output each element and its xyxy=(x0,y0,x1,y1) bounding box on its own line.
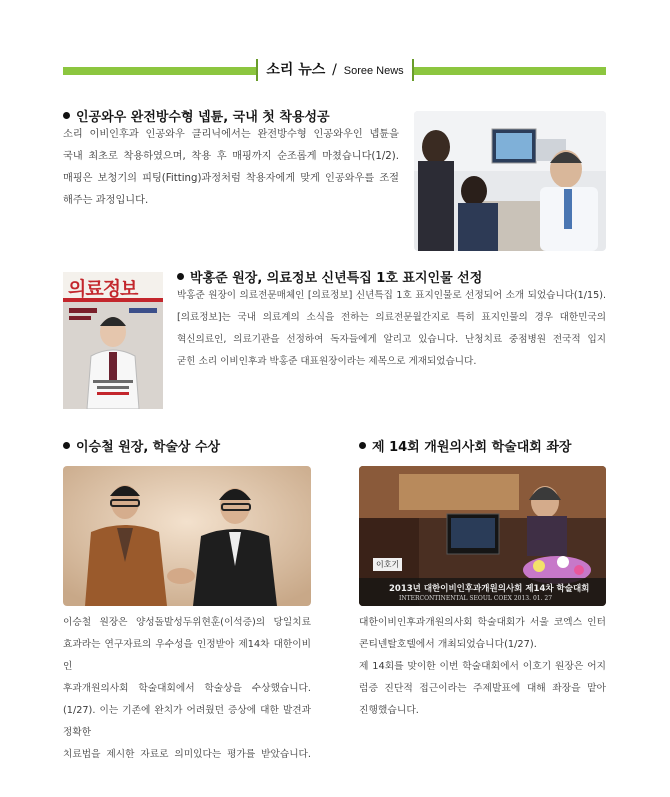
header-bar-left xyxy=(63,67,256,75)
article1-line: 국내 최초로 착용하였으며, 착용 후 매핑까지 순조롭게 마쳤습니다(1/2). xyxy=(63,151,399,162)
section-title xyxy=(256,59,414,81)
bullet-icon xyxy=(63,112,70,119)
section-title-ko: 소리 뉴스 xyxy=(266,62,326,78)
article3-heading: 이승철 원장, 학술상 수상 xyxy=(63,439,220,457)
article2-heading: 박홍준 원장, 의료정보 신년특집 1호 표지인물 선정 xyxy=(177,270,482,288)
article1-line: 소리 이비인후과 인공와우 클리닉에서는 완전방수형 인공와우인 넵튠을 xyxy=(63,129,399,140)
bullet-icon xyxy=(177,273,184,280)
article3-line: (1/27). 이는 기존에 완치가 어려웠던 증상에 대한 발견과 정확한 xyxy=(63,705,311,738)
article1-body xyxy=(63,124,399,212)
header-bar-right xyxy=(414,67,606,75)
article3-line: 후과개원의사회 학술대회에서 학술상을 수상했습니다. xyxy=(63,683,311,694)
nameplate: 이호기 xyxy=(373,558,402,571)
article4-body xyxy=(359,612,606,722)
magazine-title: 의료정보 xyxy=(68,278,138,300)
article4-line: 제 14회를 맞이한 이번 학술대회에서 이호기 원장은 어지 xyxy=(359,661,606,672)
article3-photo xyxy=(63,466,311,606)
article2-line: [의료정보]는 국내 의료계의 소식을 전하는 의료전문월간지로 특히 표지인물의 경우 대한민국의 xyxy=(177,312,606,323)
article4-heading: 제 14회 개원의사회 학술대회 좌장 xyxy=(359,439,571,457)
magazine-cover xyxy=(63,272,163,409)
article1-line: 해주는 과정입니다. xyxy=(63,195,149,206)
article2-body xyxy=(177,285,606,373)
section-title-separator: / xyxy=(332,62,337,78)
article3-line: 이승철 원장은 양성돌발성두위현훈(이석증)의 당일치료 xyxy=(63,617,311,628)
article1-heading: 인공와우 완전방수형 넵튠, 국내 첫 착용성공 xyxy=(63,109,330,127)
photo-banner-sub: INTERCONTINENTAL SEOUL COEX 2013. 01. 27 xyxy=(399,595,553,602)
article3-body xyxy=(63,612,311,766)
article1-line: 매핑은 보청기의 피팅(Fitting)과정처럼 착용자에게 맞게 인공와우를 조절 xyxy=(63,173,399,184)
bullet-icon xyxy=(359,442,366,449)
article2-line: 혁신의료인, 의료기관을 선정하여 독자들에게 알리고 있습니다. 난청치료 중점병원 전국적 입지 xyxy=(177,334,606,345)
photo-banner: 2013년 대한이비인후과개원의사회 제14차 학술대회 xyxy=(389,584,590,594)
article4-photo xyxy=(359,466,606,606)
bullet-icon xyxy=(63,442,70,449)
article4-line: 콘티넨탈호텔에서 개최되었습니다(1/27). xyxy=(359,639,537,650)
article4-line: 대한이비인후과개원의사회 학술대회가 서울 코엑스 인터 xyxy=(359,617,606,628)
article2-line: 박홍준 원장이 의료전문매체인 [의료정보] 신년특집 1호 표지인물로 선정되어 소개 되었습니다(1/15). xyxy=(177,290,606,301)
article2-line: 굳힌 소리 이비인후과 박홍준 대표원장이라는 제목으로 게재되었습니다. xyxy=(177,356,477,367)
article4-line: 럼증 진단적 접근이라는 주제발표에 대해 좌장을 맡아 xyxy=(359,683,606,694)
article3-line: 치료법을 제시한 자료로 의미있다는 평가를 받았습니다. xyxy=(63,749,311,760)
article4-line: 진행했습니다. xyxy=(359,705,419,716)
section-title-en: Soree News xyxy=(343,65,404,77)
article3-line: 효과라는 연구자료의 우수성을 인정받아 제14차 대한이비인 xyxy=(63,639,311,672)
article1-photo xyxy=(414,111,606,251)
